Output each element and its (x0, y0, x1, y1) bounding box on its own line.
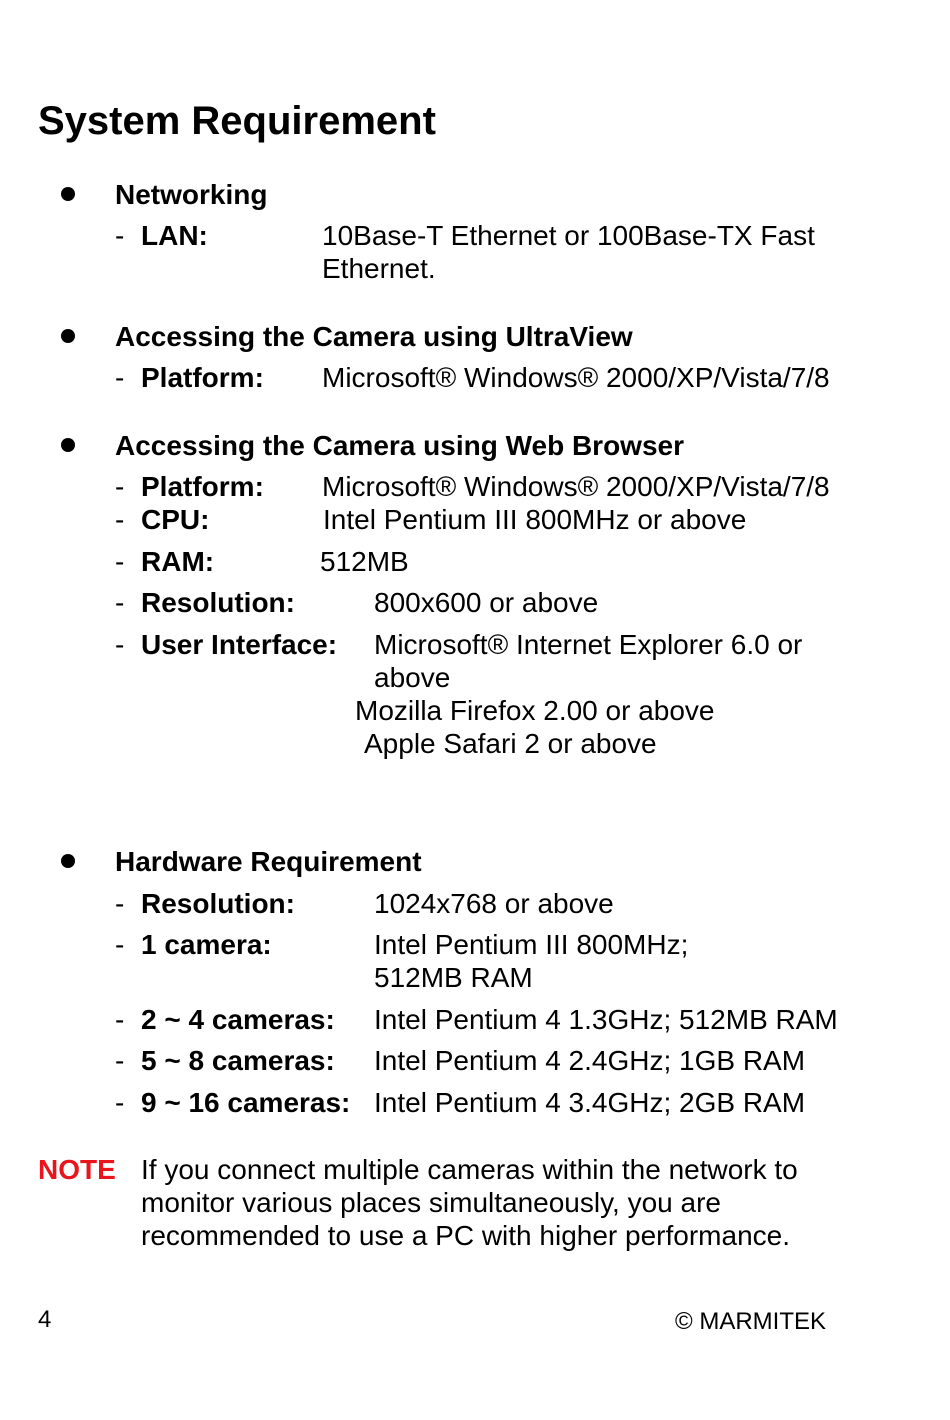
dash: - (115, 471, 125, 502)
dash: - (115, 888, 125, 919)
bullet-icon (61, 187, 75, 201)
bullet-icon (61, 854, 75, 868)
row-value: Apple Safari 2 or above (364, 728, 657, 759)
note-text-line: recommended to use a PC with higher performance. (141, 1220, 790, 1251)
row-label: 9 ~ 16 cameras: (141, 1087, 351, 1118)
dash: - (115, 929, 125, 960)
section-heading-networking: Networking (115, 179, 268, 210)
dash: - (115, 220, 125, 251)
row-value: Ethernet. (322, 253, 436, 284)
note-text-line: If you connect multiple cameras within the network to (141, 1154, 798, 1185)
row-value: 10Base-T Ethernet or 100Base-TX Fast (322, 220, 815, 251)
dash: - (115, 362, 125, 393)
dash: - (115, 546, 125, 577)
row-label: 2 ~ 4 cameras: (141, 1004, 335, 1035)
row-label: RAM: (141, 546, 215, 577)
dash: - (115, 1004, 125, 1035)
dash: - (115, 1045, 125, 1076)
row-value: 512MB RAM (374, 962, 533, 993)
note-text-line: monitor various places simultaneously, you are (141, 1187, 721, 1218)
section-heading-web-browser: Accessing the Camera using Web Browser (115, 430, 684, 461)
section-heading-hardware: Hardware Requirement (115, 846, 422, 877)
page-title: System Requirement (38, 99, 436, 143)
row-label: 5 ~ 8 cameras: (141, 1045, 335, 1076)
row-label: Platform: (141, 362, 264, 393)
row-value: Intel Pentium III 800MHz or above (323, 504, 747, 535)
note-label: NOTE (38, 1154, 116, 1185)
row-label: Platform: (141, 471, 264, 502)
row-label: 1 camera: (141, 929, 272, 960)
dash: - (115, 629, 125, 660)
copyright: © MARMITEK (675, 1308, 827, 1335)
row-value: Microsoft® Windows® 2000/XP/Vista/7/8 (322, 362, 830, 393)
dash: - (115, 504, 125, 535)
bullet-icon (61, 329, 75, 343)
dash: - (115, 587, 125, 618)
row-label: Resolution: (141, 888, 295, 919)
row-value: 800x600 or above (374, 587, 599, 618)
row-value: Microsoft® Internet Explorer 6.0 or (374, 629, 803, 660)
row-value: 1024x768 or above (374, 888, 614, 919)
row-label: Resolution: (141, 587, 295, 618)
row-label: LAN: (141, 220, 208, 251)
row-label: CPU: (141, 504, 210, 535)
row-value: Mozilla Firefox 2.00 or above (355, 695, 715, 726)
row-value: Microsoft® Windows® 2000/XP/Vista/7/8 (322, 471, 830, 502)
page-number: 4 (38, 1306, 52, 1333)
row-value: Intel Pentium III 800MHz; (374, 929, 689, 960)
bullet-icon (61, 438, 75, 452)
section-heading-ultraview: Accessing the Camera using UltraView (115, 321, 633, 352)
row-value: 512MB (320, 546, 409, 577)
row-label: User Interface: (141, 629, 338, 660)
row-value: Intel Pentium 4 2.4GHz; 1GB RAM (374, 1045, 806, 1076)
row-value: Intel Pentium 4 1.3GHz; 512MB RAM (374, 1004, 838, 1035)
row-value: above (374, 662, 451, 693)
row-value: Intel Pentium 4 3.4GHz; 2GB RAM (374, 1087, 806, 1118)
dash: - (115, 1087, 125, 1118)
